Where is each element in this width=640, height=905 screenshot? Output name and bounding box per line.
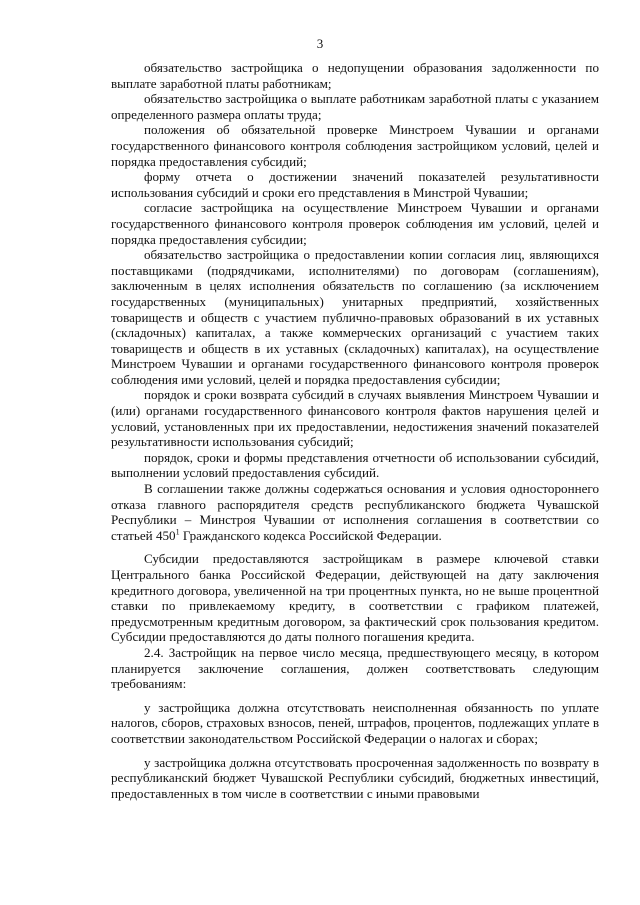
- paragraph: у застройщика должна отсутствовать неисполненная обязанность по уплате налогов, сборов, страховых взносов, пеней, штрафов, процентов, подлежащих уплате в соответствии законодательством Российской Федерации о налогах и сборах;: [111, 699, 599, 746]
- paragraph: порядок и сроки возврата субсидий в случаях выявления Минстроем Чувашии и (или) органами государственного финансового контроля фактов нарушения целей и условий, установленных при их предоставлении, недостижения значений показателей результативности использования субсидий;: [111, 387, 599, 450]
- paragraph: Субсидии предоставляются застройщикам в размере ключевой ставки Центрального банка Российской Федерации, действующей на дату заключения кредитного договора, увеличенной на три процентных пункта, но не выше процентной ставки по привлекаемому кредиту, в соответствии с графиком платежей, предусмотренным кредитным договором, за фактический срок пользования кредитом. Субсидии предоставляются до даты полного погашения кредита.: [111, 551, 599, 645]
- paragraph: обязательство застройщика о недопущении образования задолженности по выплате заработной платы работникам;: [111, 60, 599, 91]
- document-body: [111, 60, 599, 801]
- paragraph: обязательство застройщика о выплате работникам заработной платы с указанием определенного размера оплаты труда;: [111, 91, 599, 122]
- paragraph: обязательство застройщика о предоставлении копии согласия лиц, являющихся поставщиками (подрядчиками, исполнителями) по договорам (соглашениям), заключенным в целях исполнения обязательств по соглашению (за исключением государственных (муниципальных) унитарных предприятий, хозяйственных товариществ и обществ с участием публично-правовых образований в их уставных (складочных) капиталах, а также коммерческих организаций с участием таких товариществ и обществ в их уставных (складочных) капиталах), на осуществление Минстроем Чувашии и органами государственного финансового контроля проверок соблюдения ими условий, целей и порядка предоставления субсидии;: [111, 247, 599, 387]
- paragraph: форму отчета о достижении значений показателей результативности использования субсидий и сроки его представления в Минстрой Чувашии;: [111, 169, 599, 200]
- paragraph: положения об обязательной проверке Минстроем Чувашии и органами государственного финансового контроля соблюдения застройщиком условий, целей и порядка предоставления субсидий;: [111, 122, 599, 169]
- paragraph-civil-code: [111, 481, 599, 543]
- paragraph: порядок, сроки и формы представления отчетности об использовании субсидий, выполнении условий предоставления субсидий.: [111, 449, 599, 481]
- paragraph-civil-code-tail: Гражданского кодекса Российской Федерации.: [179, 527, 442, 543]
- paragraph: 2.4. Застройщик на первое число месяца, предшествующего месяцу, в котором планируется заключение соглашения, должен соответствовать следующим требованиям:: [111, 644, 599, 692]
- paragraph-civil-code-text: В соглашении также должны содержаться основания и условия одностороннего отказа главного распорядителя средств республиканского бюджета Чувашской Республики – Минстроя Чувашии от исполнения соглашения в соответствии со статьей 450: [111, 481, 599, 543]
- paragraph: у застройщика должна отсутствовать просроченная задолженность по возврату в республиканский бюджет Чувашской Республики субсидий, бюджетных инвестиций, предоставленных в том числе в соответствии с иными правовыми: [111, 754, 599, 801]
- page-number: 3: [316, 36, 324, 51]
- article-superscript: 1: [175, 527, 180, 537]
- paragraph: согласие застройщика на осуществление Минстроем Чувашии и органами государственного финансового контроля проверок соблюдения им условий, целей и порядка предоставления субсидии;: [111, 200, 599, 247]
